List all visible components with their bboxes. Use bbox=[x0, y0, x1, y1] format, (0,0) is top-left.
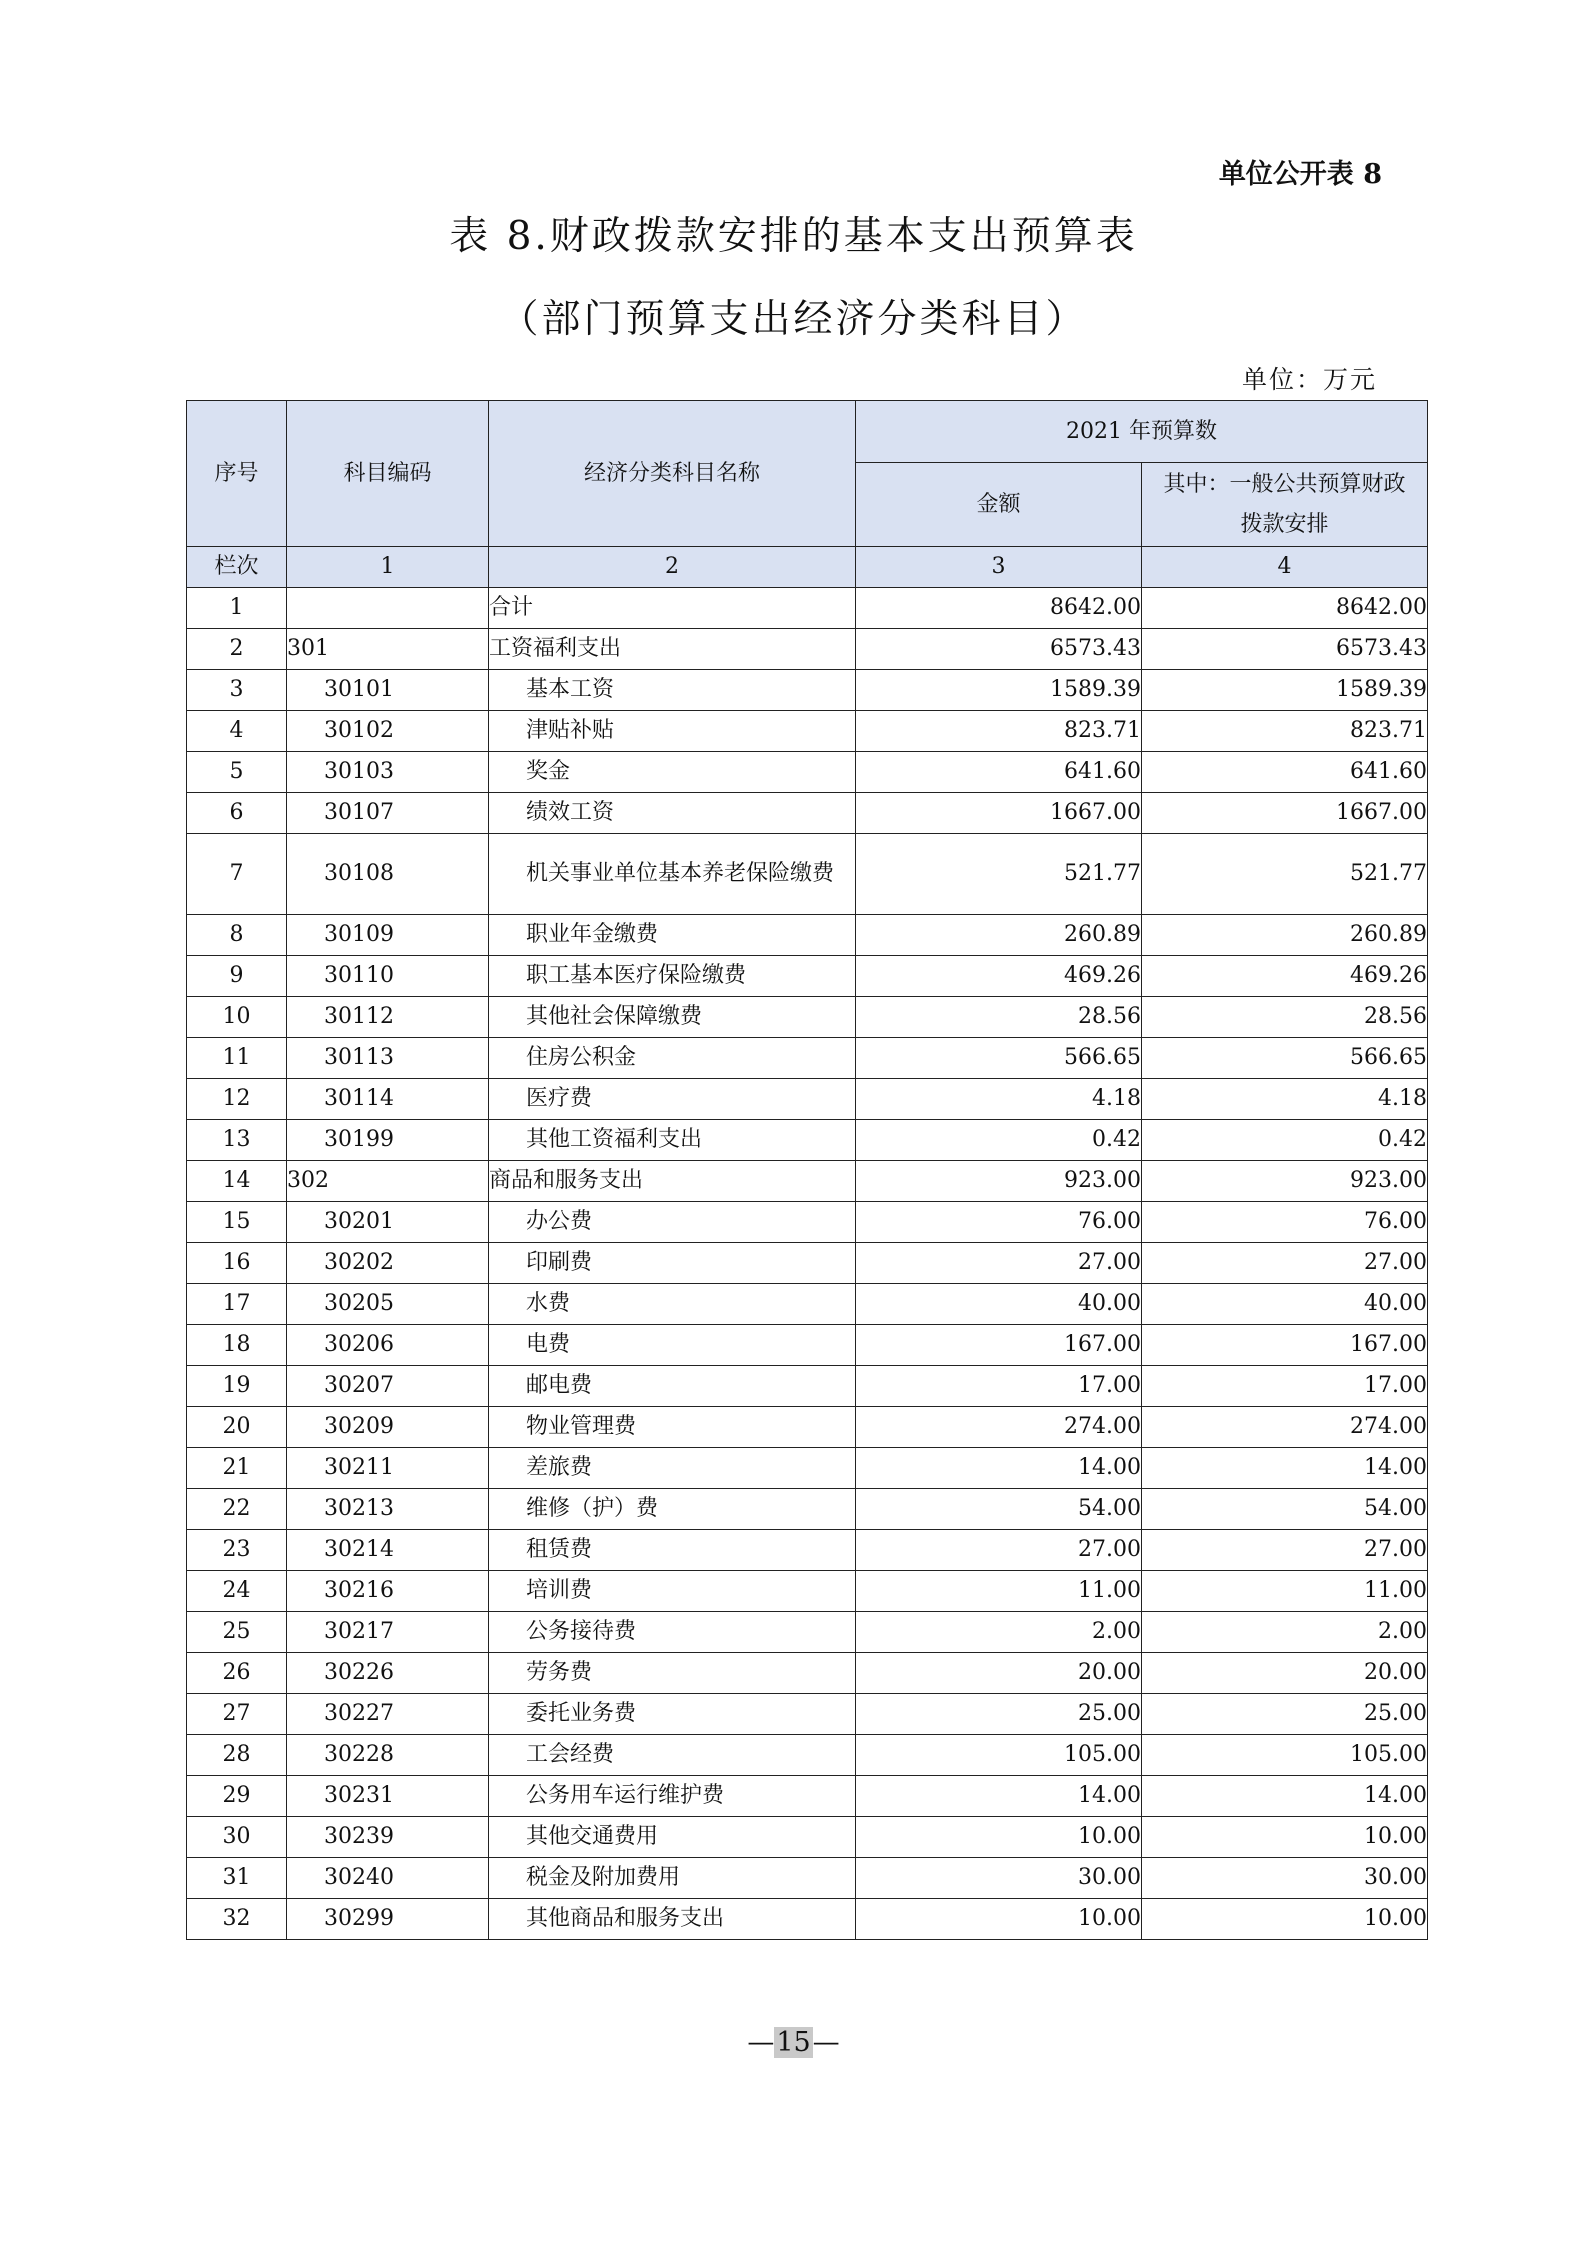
row-code: 30202 bbox=[287, 1243, 489, 1284]
row-name: 培训费 bbox=[489, 1571, 856, 1612]
row-amount: 260.89 bbox=[856, 915, 1142, 956]
row-name: 其他社会保障缴费 bbox=[489, 997, 856, 1038]
row-amount: 10.00 bbox=[856, 1817, 1142, 1858]
table-row bbox=[187, 1448, 1428, 1489]
row-code: 30199 bbox=[287, 1120, 489, 1161]
table-row bbox=[187, 1366, 1428, 1407]
row-seq: 15 bbox=[187, 1202, 287, 1243]
page-footer bbox=[0, 2027, 1587, 2058]
row-general: 54.00 bbox=[1142, 1489, 1428, 1530]
row-amount: 923.00 bbox=[856, 1161, 1142, 1202]
table-row bbox=[187, 1325, 1428, 1366]
row-code: 30239 bbox=[287, 1817, 489, 1858]
row-amount: 11.00 bbox=[856, 1571, 1142, 1612]
row-general: 6573.43 bbox=[1142, 629, 1428, 670]
table-row bbox=[187, 1530, 1428, 1571]
row-amount: 27.00 bbox=[856, 1243, 1142, 1284]
row-seq: 12 bbox=[187, 1079, 287, 1120]
row-amount: 4.18 bbox=[856, 1079, 1142, 1120]
table-row bbox=[187, 1817, 1428, 1858]
row-code: 30114 bbox=[287, 1079, 489, 1120]
row-amount: 469.26 bbox=[856, 956, 1142, 997]
row-code: 30228 bbox=[287, 1735, 489, 1776]
row-general: 4.18 bbox=[1142, 1079, 1428, 1120]
table-row bbox=[187, 1161, 1428, 1202]
row-seq: 2 bbox=[187, 629, 287, 670]
row-seq: 11 bbox=[187, 1038, 287, 1079]
row-amount: 521.77 bbox=[856, 834, 1142, 915]
row-general: 20.00 bbox=[1142, 1653, 1428, 1694]
row-name: 工资福利支出 bbox=[489, 629, 856, 670]
row-name: 物业管理费 bbox=[489, 1407, 856, 1448]
table-row bbox=[187, 1571, 1428, 1612]
dash-left: — bbox=[747, 2027, 775, 2058]
row-name: 职工基本医疗保险缴费 bbox=[489, 956, 856, 997]
row-general: 14.00 bbox=[1142, 1776, 1428, 1817]
row-seq: 1 bbox=[187, 588, 287, 629]
row-seq: 25 bbox=[187, 1612, 287, 1653]
row-code: 30227 bbox=[287, 1694, 489, 1735]
row-code: 30206 bbox=[287, 1325, 489, 1366]
row-amount: 566.65 bbox=[856, 1038, 1142, 1079]
table-row bbox=[187, 1038, 1428, 1079]
row-code: 301 bbox=[287, 629, 489, 670]
row-code: 30102 bbox=[287, 711, 489, 752]
row-name: 医疗费 bbox=[489, 1079, 856, 1120]
header-amount: 金额 bbox=[856, 463, 1142, 547]
row-code: 30231 bbox=[287, 1776, 489, 1817]
table-row bbox=[187, 1653, 1428, 1694]
row-name: 基本工资 bbox=[489, 670, 856, 711]
row-seq: 19 bbox=[187, 1366, 287, 1407]
row-amount: 105.00 bbox=[856, 1735, 1142, 1776]
row-seq: 17 bbox=[187, 1284, 287, 1325]
row-general: 1589.39 bbox=[1142, 670, 1428, 711]
row-name: 绩效工资 bbox=[489, 793, 856, 834]
row-amount: 1589.39 bbox=[856, 670, 1142, 711]
table-row bbox=[187, 1489, 1428, 1530]
row-code bbox=[287, 588, 489, 629]
row-amount: 6573.43 bbox=[856, 629, 1142, 670]
row-code: 30209 bbox=[287, 1407, 489, 1448]
row-general: 27.00 bbox=[1142, 1530, 1428, 1571]
row-name: 其他工资福利支出 bbox=[489, 1120, 856, 1161]
row-name: 其他商品和服务支出 bbox=[489, 1899, 856, 1940]
row-seq: 4 bbox=[187, 711, 287, 752]
header-code: 科目编码 bbox=[287, 401, 489, 547]
row-code: 30113 bbox=[287, 1038, 489, 1079]
page-number: 15 bbox=[776, 2027, 811, 2058]
row-amount: 1667.00 bbox=[856, 793, 1142, 834]
row-seq: 13 bbox=[187, 1120, 287, 1161]
row-code: 30214 bbox=[287, 1530, 489, 1571]
row-name: 公务接待费 bbox=[489, 1612, 856, 1653]
row-general: 1667.00 bbox=[1142, 793, 1428, 834]
row-seq: 32 bbox=[187, 1899, 287, 1940]
unit-label: 单位：万元 bbox=[1241, 365, 1377, 394]
index-c3: 3 bbox=[856, 547, 1142, 588]
row-name: 办公费 bbox=[489, 1202, 856, 1243]
row-general: 274.00 bbox=[1142, 1407, 1428, 1448]
row-seq: 28 bbox=[187, 1735, 287, 1776]
row-name: 其他交通费用 bbox=[489, 1817, 856, 1858]
row-code: 302 bbox=[287, 1161, 489, 1202]
row-general: 2.00 bbox=[1142, 1612, 1428, 1653]
row-seq: 10 bbox=[187, 997, 287, 1038]
row-amount: 274.00 bbox=[856, 1407, 1142, 1448]
table-row bbox=[187, 752, 1428, 793]
header-general: 其中：一般公共预算财政拨款安排 bbox=[1142, 463, 1428, 547]
row-seq: 3 bbox=[187, 670, 287, 711]
row-name: 职业年金缴费 bbox=[489, 915, 856, 956]
table-row bbox=[187, 1284, 1428, 1325]
table-row bbox=[187, 793, 1428, 834]
header-name: 经济分类科目名称 bbox=[489, 401, 856, 547]
row-amount: 30.00 bbox=[856, 1858, 1142, 1899]
row-amount: 17.00 bbox=[856, 1366, 1142, 1407]
row-amount: 2.00 bbox=[856, 1612, 1142, 1653]
row-general: 823.71 bbox=[1142, 711, 1428, 752]
row-code: 30299 bbox=[287, 1899, 489, 1940]
table-row bbox=[187, 1735, 1428, 1776]
row-seq: 21 bbox=[187, 1448, 287, 1489]
row-amount: 14.00 bbox=[856, 1776, 1142, 1817]
table-row bbox=[187, 1694, 1428, 1735]
row-code: 30205 bbox=[287, 1284, 489, 1325]
row-name: 租赁费 bbox=[489, 1530, 856, 1571]
row-code: 30103 bbox=[287, 752, 489, 793]
row-name: 邮电费 bbox=[489, 1366, 856, 1407]
table-subtitle: （部门预算支出经济分类科目） bbox=[499, 297, 1088, 342]
row-general: 0.42 bbox=[1142, 1120, 1428, 1161]
row-name: 工会经费 bbox=[489, 1735, 856, 1776]
row-code: 30201 bbox=[287, 1202, 489, 1243]
row-amount: 76.00 bbox=[856, 1202, 1142, 1243]
row-code: 30207 bbox=[287, 1366, 489, 1407]
row-name: 差旅费 bbox=[489, 1448, 856, 1489]
row-code: 30217 bbox=[287, 1612, 489, 1653]
row-code: 30109 bbox=[287, 915, 489, 956]
row-name: 委托业务费 bbox=[489, 1694, 856, 1735]
row-general: 8642.00 bbox=[1142, 588, 1428, 629]
row-name: 机关事业单位基本养老保险缴费 bbox=[489, 834, 856, 915]
row-seq: 18 bbox=[187, 1325, 287, 1366]
row-code: 30226 bbox=[287, 1653, 489, 1694]
row-seq: 30 bbox=[187, 1817, 287, 1858]
row-amount: 27.00 bbox=[856, 1530, 1142, 1571]
row-name: 津贴补贴 bbox=[489, 711, 856, 752]
index-c1: 1 bbox=[287, 547, 489, 588]
row-amount: 0.42 bbox=[856, 1120, 1142, 1161]
row-seq: 7 bbox=[187, 834, 287, 915]
row-seq: 24 bbox=[187, 1571, 287, 1612]
row-name: 劳务费 bbox=[489, 1653, 856, 1694]
row-code: 30240 bbox=[287, 1858, 489, 1899]
row-amount: 8642.00 bbox=[856, 588, 1142, 629]
row-code: 30211 bbox=[287, 1448, 489, 1489]
row-code: 30110 bbox=[287, 956, 489, 997]
row-name: 合计 bbox=[489, 588, 856, 629]
row-seq: 5 bbox=[187, 752, 287, 793]
row-general: 76.00 bbox=[1142, 1202, 1428, 1243]
table-row bbox=[187, 1899, 1428, 1940]
row-amount: 823.71 bbox=[856, 711, 1142, 752]
row-general: 167.00 bbox=[1142, 1325, 1428, 1366]
row-name: 公务用车运行维护费 bbox=[489, 1776, 856, 1817]
row-general: 14.00 bbox=[1142, 1448, 1428, 1489]
row-general: 40.00 bbox=[1142, 1284, 1428, 1325]
row-general: 923.00 bbox=[1142, 1161, 1428, 1202]
index-c2: 2 bbox=[489, 547, 856, 588]
row-amount: 28.56 bbox=[856, 997, 1142, 1038]
row-general: 28.56 bbox=[1142, 997, 1428, 1038]
row-code: 30108 bbox=[287, 834, 489, 915]
table-row bbox=[187, 834, 1428, 915]
table-row bbox=[187, 588, 1428, 629]
row-code: 30101 bbox=[287, 670, 489, 711]
table-row bbox=[187, 629, 1428, 670]
row-seq: 14 bbox=[187, 1161, 287, 1202]
table-row bbox=[187, 997, 1428, 1038]
row-code: 30107 bbox=[287, 793, 489, 834]
row-amount: 641.60 bbox=[856, 752, 1142, 793]
index-label: 栏次 bbox=[187, 547, 287, 588]
row-name: 印刷费 bbox=[489, 1243, 856, 1284]
row-general: 105.00 bbox=[1142, 1735, 1428, 1776]
row-code: 30213 bbox=[287, 1489, 489, 1530]
page-tag: 单位公开表 8 bbox=[1218, 159, 1382, 190]
row-general: 27.00 bbox=[1142, 1243, 1428, 1284]
table-row bbox=[187, 1202, 1428, 1243]
table-row bbox=[187, 1079, 1428, 1120]
row-name: 水费 bbox=[489, 1284, 856, 1325]
row-seq: 20 bbox=[187, 1407, 287, 1448]
row-general: 521.77 bbox=[1142, 834, 1428, 915]
table-row bbox=[187, 1776, 1428, 1817]
budget-table bbox=[186, 400, 1428, 1940]
row-general: 10.00 bbox=[1142, 1899, 1428, 1940]
table-row bbox=[187, 670, 1428, 711]
row-general: 30.00 bbox=[1142, 1858, 1428, 1899]
header-seq: 序号 bbox=[187, 401, 287, 547]
row-general: 10.00 bbox=[1142, 1817, 1428, 1858]
row-general: 25.00 bbox=[1142, 1694, 1428, 1735]
row-amount: 14.00 bbox=[856, 1448, 1142, 1489]
table-row bbox=[187, 1612, 1428, 1653]
row-seq: 31 bbox=[187, 1858, 287, 1899]
row-general: 641.60 bbox=[1142, 752, 1428, 793]
table-title: 表 8.财政拨款安排的基本支出预算表 bbox=[449, 214, 1138, 259]
row-general: 17.00 bbox=[1142, 1366, 1428, 1407]
row-code: 30216 bbox=[287, 1571, 489, 1612]
row-general: 11.00 bbox=[1142, 1571, 1428, 1612]
row-name: 住房公积金 bbox=[489, 1038, 856, 1079]
row-seq: 8 bbox=[187, 915, 287, 956]
row-name: 税金及附加费用 bbox=[489, 1858, 856, 1899]
table-row bbox=[187, 711, 1428, 752]
row-name: 奖金 bbox=[489, 752, 856, 793]
index-c4: 4 bbox=[1142, 547, 1428, 588]
row-seq: 9 bbox=[187, 956, 287, 997]
row-name: 维修（护）费 bbox=[489, 1489, 856, 1530]
row-seq: 29 bbox=[187, 1776, 287, 1817]
row-amount: 10.00 bbox=[856, 1899, 1142, 1940]
row-amount: 167.00 bbox=[856, 1325, 1142, 1366]
table-row bbox=[187, 1858, 1428, 1899]
row-general: 260.89 bbox=[1142, 915, 1428, 956]
table-row bbox=[187, 1407, 1428, 1448]
row-name: 商品和服务支出 bbox=[489, 1161, 856, 1202]
row-seq: 23 bbox=[187, 1530, 287, 1571]
row-seq: 26 bbox=[187, 1653, 287, 1694]
dash-right: — bbox=[812, 2027, 840, 2058]
table-row bbox=[187, 956, 1428, 997]
row-seq: 22 bbox=[187, 1489, 287, 1530]
row-amount: 25.00 bbox=[856, 1694, 1142, 1735]
table-row bbox=[187, 1120, 1428, 1161]
row-code: 30112 bbox=[287, 997, 489, 1038]
row-seq: 6 bbox=[187, 793, 287, 834]
row-name: 电费 bbox=[489, 1325, 856, 1366]
table-row bbox=[187, 1243, 1428, 1284]
row-seq: 27 bbox=[187, 1694, 287, 1735]
row-amount: 54.00 bbox=[856, 1489, 1142, 1530]
row-amount: 20.00 bbox=[856, 1653, 1142, 1694]
header-group: 2021 年预算数 bbox=[856, 401, 1428, 463]
row-seq: 16 bbox=[187, 1243, 287, 1284]
table-row bbox=[187, 915, 1428, 956]
row-amount: 40.00 bbox=[856, 1284, 1142, 1325]
row-general: 566.65 bbox=[1142, 1038, 1428, 1079]
row-general: 469.26 bbox=[1142, 956, 1428, 997]
